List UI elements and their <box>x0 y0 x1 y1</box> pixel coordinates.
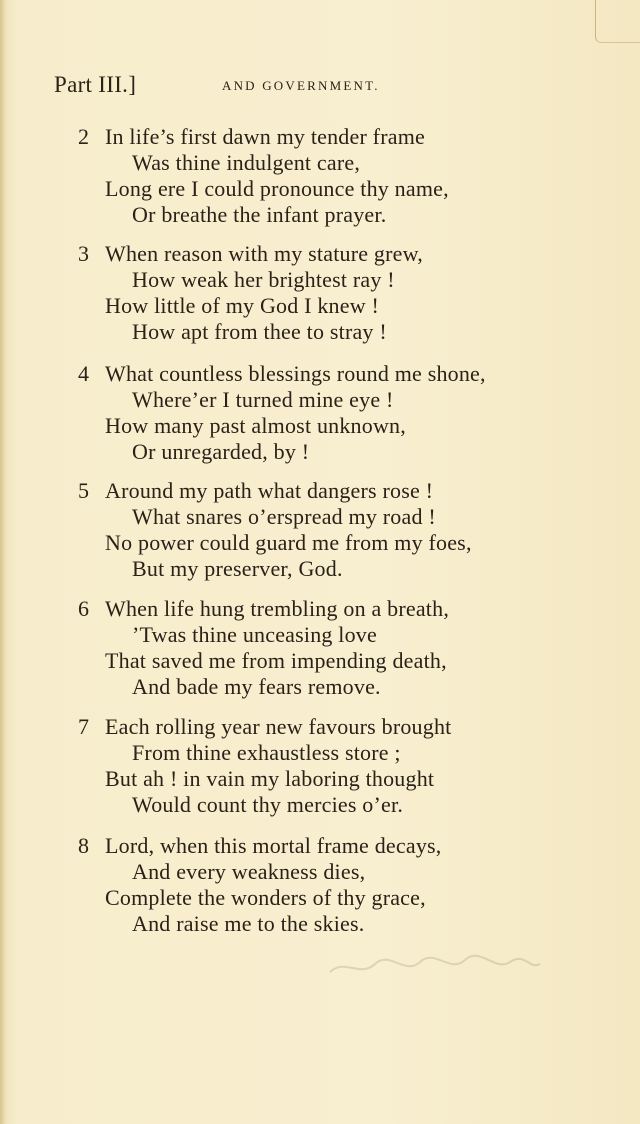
stanza-number: 5 <box>78 478 89 503</box>
stanza-line: ’Twas thine unceasing love <box>132 622 377 647</box>
stanza-line: Complete the wonders of thy grace, <box>105 885 426 910</box>
stanza <box>0 478 600 588</box>
section-title: AND GOVERNMENT. <box>222 78 380 93</box>
stanza-line: Around my path what dangers rose ! <box>105 478 434 503</box>
stanza-line: How many past almost unknown, <box>105 413 406 438</box>
stanza-line: In life’s first dawn my tender frame <box>105 124 425 149</box>
library-stamp-mark <box>325 950 545 982</box>
stanza-line: Where’er I turned mine eye ! <box>132 387 394 412</box>
stanza-line: How weak her brightest ray ! <box>132 267 395 292</box>
stanza <box>0 361 600 471</box>
stanza-line: Lord, when this mortal frame decays, <box>105 833 442 858</box>
running-head <box>54 72 434 106</box>
stanza-line: Was thine indulgent care, <box>132 150 361 175</box>
stanza-number: 8 <box>78 833 89 858</box>
stanza-line: Or unregarded, by ! <box>132 439 310 464</box>
stanza-number: 7 <box>78 714 89 739</box>
stanza-line: And raise me to the skies. <box>132 911 365 936</box>
stanza <box>0 241 600 351</box>
part-label: Part III.] <box>54 72 137 97</box>
stanza-line: Would count thy mercies o’er. <box>132 792 404 817</box>
stanza-line: Each rolling year new favours brought <box>105 714 452 739</box>
stanza-line: What countless blessings round me shone, <box>105 361 486 386</box>
stanza <box>0 714 600 824</box>
stanza-line: When life hung trembling on a breath, <box>105 596 450 621</box>
stanza-line: What snares o’erspread my road ! <box>132 504 436 529</box>
stanza-line: And every weakness dies, <box>132 859 366 884</box>
stanza <box>0 833 600 943</box>
stanza-line: That saved me from impending death, <box>105 648 447 673</box>
stanza-line: From thine exhaustless store ; <box>132 740 401 765</box>
stanza-number: 6 <box>78 596 89 621</box>
stanza-number: 3 <box>78 241 89 266</box>
stanza-line: But my preserver, God. <box>132 556 343 581</box>
stanza <box>0 124 600 234</box>
stanza-line: When reason with my stature grew, <box>105 241 423 266</box>
stanza-line: And bade my fears remove. <box>132 674 381 699</box>
stanza-line: But ah ! in vain my laboring thought <box>105 766 435 791</box>
stanza-number: 4 <box>78 361 89 386</box>
stanza-line: Long ere I could pronounce thy name, <box>105 176 449 201</box>
stanza-line: How apt from thee to stray ! <box>132 319 387 344</box>
stanza-number: 2 <box>78 124 89 149</box>
stanza-line: No power could guard me from my foes, <box>105 530 472 555</box>
stanza-line: How little of my God I knew ! <box>105 293 380 318</box>
stanza-line: Or breathe the infant prayer. <box>132 202 387 227</box>
page-corner-fold <box>595 0 640 43</box>
stanza <box>0 596 600 706</box>
